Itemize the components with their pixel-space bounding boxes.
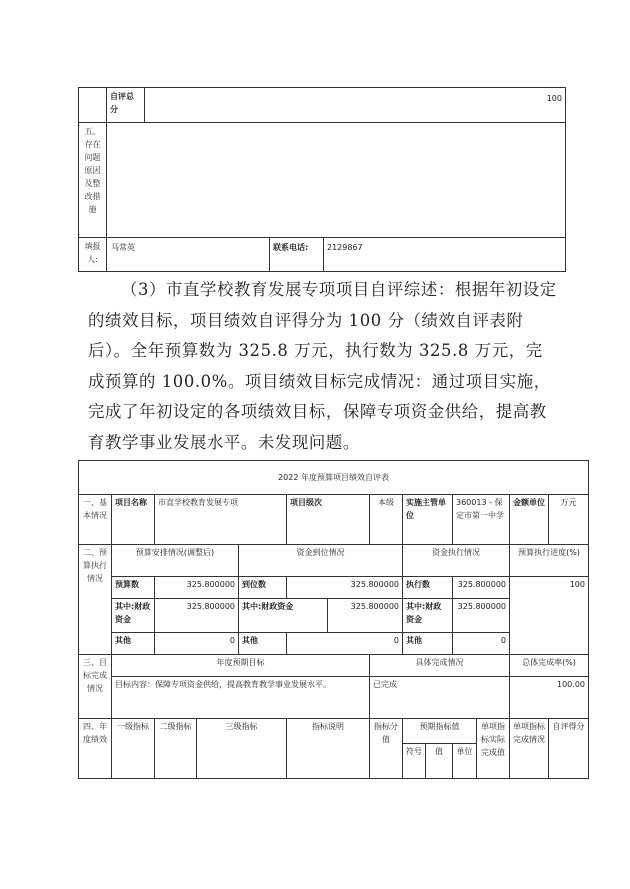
s4-label: 四、年度绩效 — [79, 719, 112, 779]
project-summary-paragraph: （3）市直学校教育发展专项项目自评综述：根据年初设定的绩效目标，项目绩效自评得分为 100 分（绩效自评表附后）。全年预算数为 325.8 万元，执行数为 325.8 万元，完成预算的 100.0%。项目绩效目标完成情况：通过项目实施，完成了年初设定的各项绩效目标，保障专项资金供给，提高教育教学事业发展水平。未发现问题。 — [88, 280, 557, 452]
indicator-score-header: 指标分值 — [370, 719, 403, 779]
reporter-table — [78, 237, 566, 272]
phone-value: 2129867 — [324, 238, 566, 272]
fin1-label: 其中:财政资金 — [112, 599, 155, 633]
other3-value: 0 — [453, 633, 510, 655]
fin3-value: 325.800000 — [453, 599, 510, 633]
s3-label: 三、目标完成情况 — [79, 655, 112, 719]
done-header: 具体完成情况 — [370, 655, 510, 677]
other2-label: 其他 — [239, 633, 287, 655]
project-name-value: 市直学校教育发展专项 — [155, 495, 287, 545]
completion-header: 单项指标完成情况 — [510, 719, 549, 779]
rate-header: 总体完成率(%) — [510, 655, 589, 677]
actual-value-header: 单项指标实际完成值 — [477, 719, 510, 779]
progress-value: 100 — [510, 577, 589, 655]
self-score-header: 自评得分 — [549, 719, 589, 779]
amount-unit-label: 金额单位 — [510, 495, 549, 545]
rate-value: 100.00 — [510, 677, 589, 719]
executed-value: 325.800000 — [453, 577, 510, 599]
dept-label: 实施主管单位 — [403, 495, 453, 545]
arrived-value: 325.800000 — [287, 577, 403, 599]
s1-label: 一、基本情况 — [79, 495, 112, 545]
progress-header: 预算执行进度(%) — [510, 545, 589, 577]
funds-arrived-header: 资金到位情况 — [239, 545, 403, 577]
other1-value: 0 — [155, 633, 239, 655]
target-header: 年度预期目标 — [112, 655, 370, 677]
section5-content — [107, 123, 566, 238]
done-text: 已完成 — [370, 677, 510, 719]
expected-value-header: 预期指标值 — [403, 719, 477, 744]
total-score-value: 100 — [145, 88, 566, 123]
indicator-l3-header: 三级指标 — [197, 719, 287, 779]
budget-header: 预算安排情况(调整后) — [112, 545, 239, 577]
other3-label: 其他 — [403, 633, 453, 655]
indicator-desc-header: 指标说明 — [287, 719, 370, 779]
reporter-label: 填报人: — [79, 238, 107, 272]
fin2-label: 其中:财政资金 — [239, 599, 328, 633]
s2-label: 二、预算执行情况 — [79, 545, 112, 655]
dept-value: 360013 - 保定市第一中学 — [453, 495, 510, 545]
budget-value: 325.800000 — [155, 577, 239, 599]
performance-eval-table — [78, 460, 589, 779]
project-level-value: 本级 — [370, 495, 403, 545]
reporter-name: 马常英 — [107, 238, 270, 272]
section5-label: 五、存在问题原因及整改措施 — [79, 123, 107, 238]
other1-label: 其他 — [112, 633, 155, 655]
indicator-l1-header: 一级指标 — [112, 719, 155, 779]
phone-label: 联系电话: — [270, 238, 324, 272]
fin3-label: 其中:财政资金 — [403, 599, 453, 633]
target-text: 目标内容：保障专项资金供给，提高教育教学事业发展水平。 — [112, 677, 370, 719]
value-header: 值 — [426, 744, 453, 779]
symbol-header: 符号 — [403, 744, 426, 779]
fin1-value: 325.800000 — [155, 599, 239, 633]
project-level-label: 项目级次 — [287, 495, 370, 545]
total-score-label: 自评总分 — [107, 88, 145, 123]
arrived-label: 到位数 — [239, 577, 287, 599]
funds-executed-header: 资金执行情况 — [403, 545, 510, 577]
indicator-l2-header: 二级指标 — [155, 719, 197, 779]
project-name-label: 项目名称 — [112, 495, 155, 545]
budget-label: 预算数 — [112, 577, 155, 599]
amount-unit-value: 万元 — [549, 495, 589, 545]
unit-header: 单位 — [453, 744, 477, 779]
eval-table-title: 2022 年度预算项目绩效自评表 — [79, 461, 589, 495]
other2-value: 0 — [287, 633, 403, 655]
self-eval-summary-table — [78, 87, 566, 238]
fin2-value: 325.800000 — [328, 599, 403, 633]
executed-label: 执行数 — [403, 577, 453, 599]
